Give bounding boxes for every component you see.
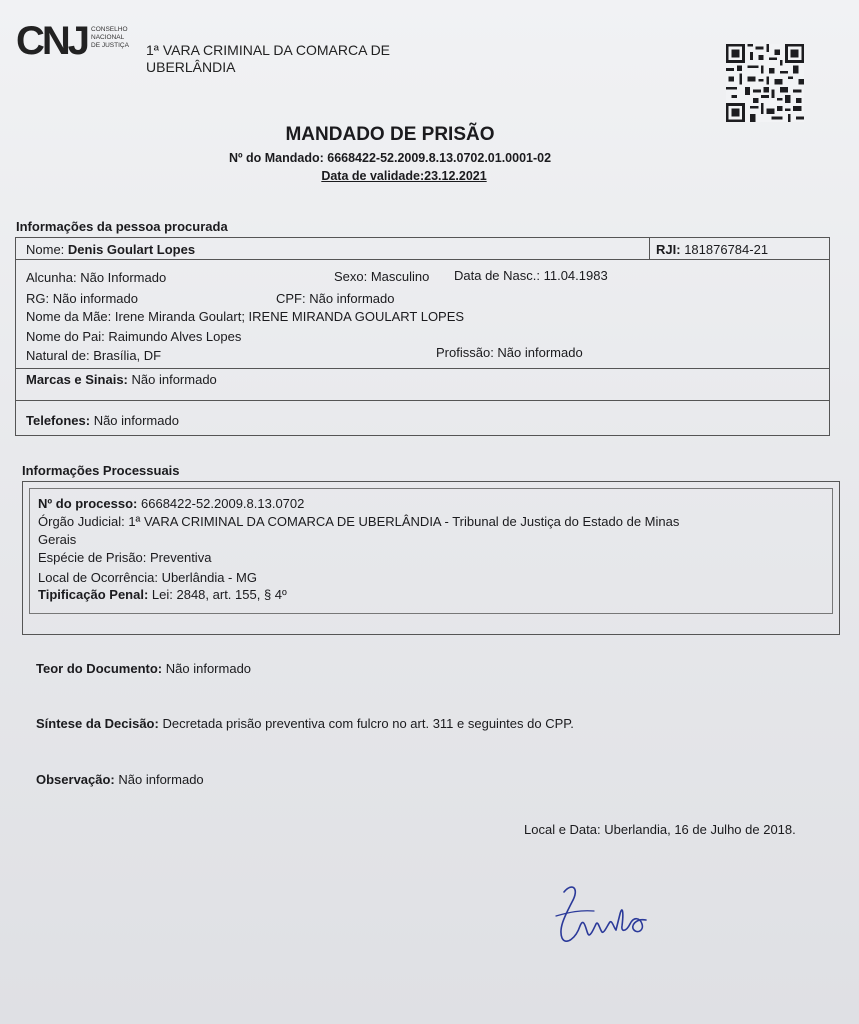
teor-label: Teor do Documento: xyxy=(36,661,163,676)
local-data: Local e Data: Uberlandia, 16 de Julho de 2018. xyxy=(524,822,796,837)
logo-line-3: DE JUSTIÇA xyxy=(91,42,129,49)
observacao-row xyxy=(36,772,204,787)
observacao-label: Observação: xyxy=(36,772,115,787)
section-label-pessoa: Informações da pessoa procurada xyxy=(16,219,228,234)
logo-mark: CNJ xyxy=(16,19,88,63)
divider-name-row xyxy=(16,259,829,260)
mae-field: Nome da Mãe: Irene Miranda Goulart; IRENE MIRANDA GOULART LOPES xyxy=(26,309,465,324)
validity-date-text: Data de validade:23.12.2021 xyxy=(321,169,487,183)
pessoa-box xyxy=(15,237,830,436)
cnj-logo xyxy=(16,19,129,63)
especie-field: Espécie de Prisão: Preventiva xyxy=(38,550,212,565)
nome-row xyxy=(26,242,195,257)
teor-value: Não informado xyxy=(165,661,252,676)
sintese-value: Decretada prisão preventiva com fulcro no art. 311 e seguintes do CPP. xyxy=(162,716,574,731)
rji-row xyxy=(656,242,768,257)
teor-row xyxy=(36,661,251,676)
sintese-row xyxy=(36,716,574,731)
court-line-1: 1ª VARA CRIMINAL DA COMARCA DE xyxy=(146,42,391,58)
document-title: MANDADO DE PRISÃO xyxy=(285,124,495,145)
telefones-row xyxy=(26,413,179,428)
sintese-label: Síntese da Decisão: xyxy=(36,716,159,731)
tipificacao-label: Tipificação Penal: xyxy=(38,587,149,602)
pai-field: Nome do Pai: Raimundo Alves Lopes xyxy=(26,329,242,344)
local-ocorrencia-field: Local de Ocorrência: Uberlândia - MG xyxy=(38,570,257,585)
tipificacao-value: Lei: 2848, art. 155, § 4º xyxy=(151,587,287,602)
qr-code-icon xyxy=(726,44,804,122)
court-line-2: UBERLÂNDIA xyxy=(146,59,236,75)
rg-field: RG: Não informado xyxy=(26,291,138,306)
nascimento-field: Data de Nasc.: 11.04.1983 xyxy=(454,268,608,283)
divider-rji xyxy=(649,238,650,259)
cpf-field: CPF: Não informado xyxy=(276,291,395,306)
nome-value: Denis Goulart Lopes xyxy=(67,242,196,257)
marcas-label: Marcas e Sinais: xyxy=(26,372,128,387)
court-name xyxy=(146,42,446,76)
divider-marcas xyxy=(16,368,829,369)
nome-label: Nome: xyxy=(26,242,65,257)
divider-telefones xyxy=(16,400,829,401)
signature xyxy=(550,880,660,950)
observacao-value: Não informado xyxy=(118,772,204,787)
mandado-number: Nº do Mandado: 6668422-52.2009.8.13.0702.01.0001-02 xyxy=(228,151,552,165)
processo-numero-row xyxy=(38,496,304,511)
alcunha-field: Alcunha: Não Informado xyxy=(26,270,167,285)
processo-numero-label: Nº do processo: xyxy=(38,496,138,511)
sexo-field: Sexo: Masculino xyxy=(334,269,430,284)
rji-label: RJI: xyxy=(656,242,681,257)
processo-numero-value: 6668422-52.2009.8.13.0702 xyxy=(141,496,305,511)
logo-line-1: CONSELHO xyxy=(91,26,128,33)
section-label-processo: Informações Processuais xyxy=(22,463,180,478)
rji-value: 181876784-21 xyxy=(684,242,769,257)
validity-date xyxy=(0,169,808,183)
marcas-value: Não informado xyxy=(131,372,217,387)
logo-line-2: NACIONAL xyxy=(91,34,125,41)
telefones-value: Não informado xyxy=(93,413,179,428)
profissao-field: Profissão: Não informado xyxy=(436,345,583,360)
orgao-line-1: Órgão Judicial: 1ª VARA CRIMINAL DA COMARCA DE UBERLÂNDIA - Tribunal de Justiça do Estado de Minas xyxy=(38,514,680,529)
tipificacao-row xyxy=(38,587,287,602)
natural-field: Natural de: Brasília, DF xyxy=(26,348,162,363)
telefones-label: Telefones: xyxy=(26,413,91,428)
logo-subtitle xyxy=(91,26,129,50)
orgao-line-2: Gerais xyxy=(38,532,77,547)
marcas-row xyxy=(26,372,217,387)
processo-box xyxy=(22,481,840,635)
